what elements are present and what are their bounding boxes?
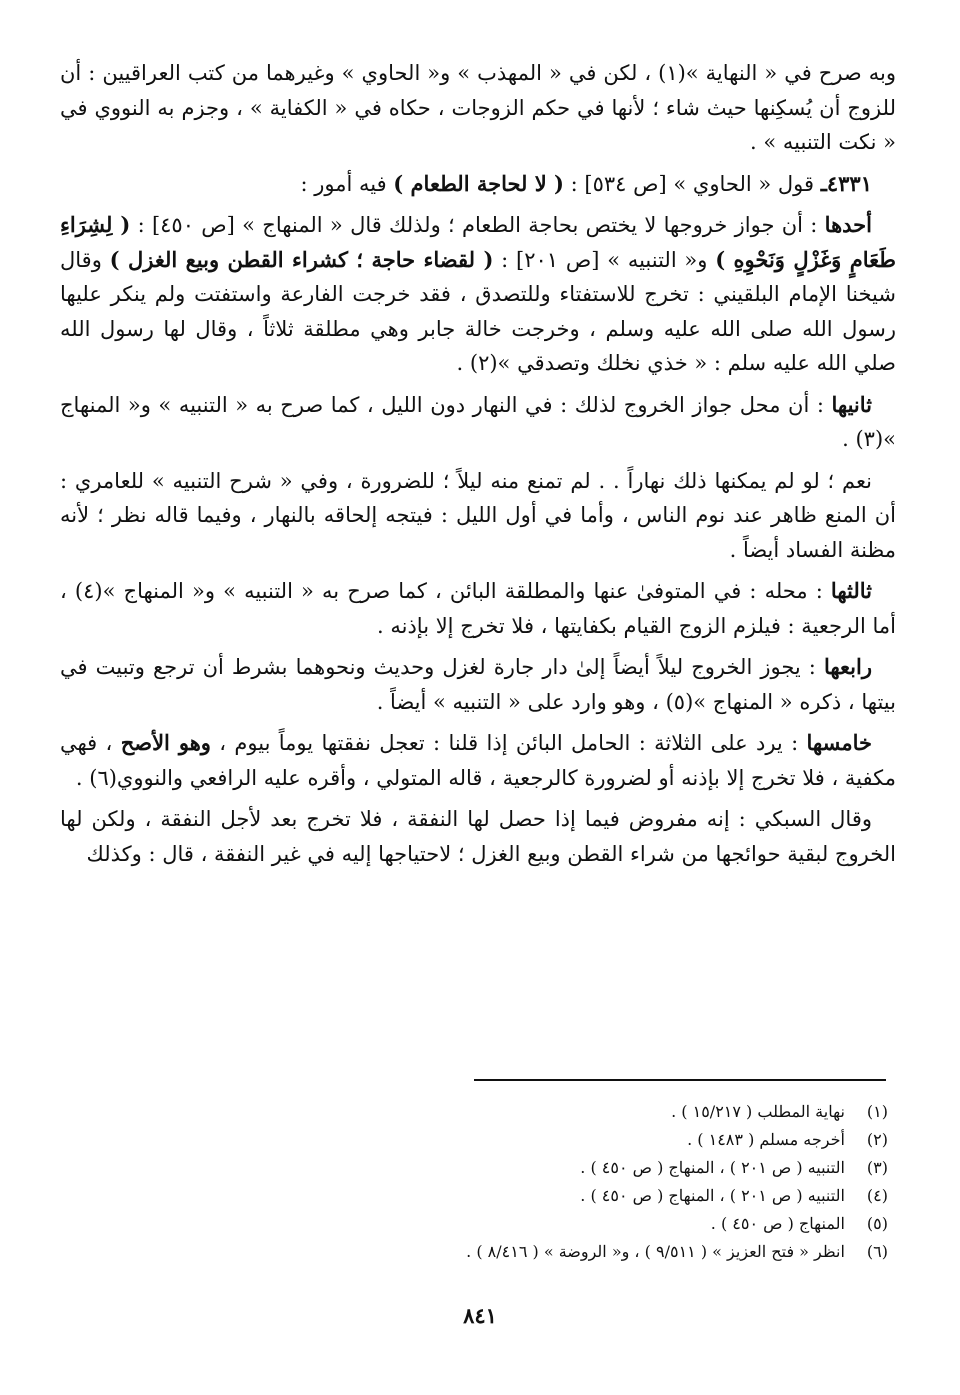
- issue-number: ٤٣٣١ـ: [820, 170, 872, 196]
- footnote-number: (٤): [866, 1186, 888, 1205]
- paragraph-first-text-a: : أن جواز خروجها لا يختص بحاجة الطعام ؛ ولذلك قال « المنهاج » [ص ٤٥٠] :: [130, 213, 818, 237]
- paragraph-1-text: وبه صرح في « النهاية »(١) ، لكن في « المهذب » و« الحاوي » وغيرهما من كتب العراقيين : أن للزوج أن يُسكِنها حيث شاء ؛ لأنها في حكم الزوجات ، حكاه في « الكفاية » ، وجزم به النووي في « نكت التنبيه » .: [60, 61, 896, 154]
- footnote: [328, 1098, 888, 1126]
- footnote: [328, 1238, 888, 1266]
- footnote-text: التنبيه ( ص ٢٠١ ) ، المنهاج ( ص ٤٥٠ ) .: [580, 1186, 845, 1205]
- footnote: [328, 1210, 888, 1238]
- footnote-number: (٦): [866, 1242, 888, 1261]
- quote-minhaj: ( لِشِرَاءِ طَعَامٍ وَغَزْلٍ وَنَحْوِهِ ): [60, 212, 896, 272]
- footnote: [328, 1126, 888, 1154]
- paragraph-fifth: [60, 726, 896, 795]
- emphasis-asahh: وهو الأصح: [120, 730, 211, 755]
- label-fourth: رابعها: [823, 654, 872, 679]
- paragraph-subki: [60, 802, 896, 871]
- main-text: [60, 56, 896, 878]
- footnote-text: أخرجه مسلم ( ١٤٨٣ ) .: [687, 1130, 845, 1149]
- paragraph-second: [60, 388, 896, 457]
- paragraph-fifth-text-c: ، فهي مكفية ، فلا تخرج إلا بإذنه أو لضرورة كالرجعية ، قاله المتولي ، وأقره عليه الرافعي والنووي(٦) .: [60, 731, 896, 790]
- footnote-text: انظر « فتح العزيز » ( ٩/٥١١ ) ، و« الروضة » ( ٨/٤١٦ ) .: [466, 1242, 845, 1261]
- paragraph-note: [60, 464, 896, 568]
- footnote-number: (٣): [866, 1158, 888, 1177]
- paragraph-fourth-text: : يجوز الخروج ليلاً أيضاً إلىٰ دار جارة لغزل وحديث ونحوهما بشرط أن ترجع وتبيت في بيتها ، ذكره « المنهاج »(٥) ، وهو وارد على « التنبيه » أيضاً .: [60, 655, 896, 714]
- issue-intro-end: فيه أمور :: [300, 171, 387, 196]
- paragraph-subki-text: وقال السبكي : إنه مفروض فيما إذا حصل لها النفقة ، فلا تخرج بعد لأجل النفقة ، ولكن لها الخروج لبقية حوائجها من شراء القطن وبيع الغزل ؛ لاحتياجها إليه في غير النفقة ، قال : وكذلك: [60, 807, 896, 866]
- paragraph-fifth-text-a: : يرد على الثلاثة : الحامل البائن إذا قلنا : تعجل نفقتها يوماً بيوم ،: [210, 731, 799, 755]
- quote-tanbih: ( لقضاء حاجة ؛ كشراء القطن وبيع الغزل ): [109, 246, 494, 272]
- paragraph-1: [60, 56, 896, 160]
- footnote-text: المنهاج ( ص ٤٥٠ ) .: [710, 1214, 845, 1233]
- paragraph-first-text-c: و« التنبيه » [ص ٢٠١] :: [493, 247, 708, 272]
- footnote-number: (٥): [866, 1214, 888, 1233]
- issue-intro: قول « الحاوي » [ص ٥٣٤] :: [563, 171, 815, 196]
- issue-quote: ( لا لحاجة الطعام ): [393, 170, 564, 196]
- footnote-text: نهاية المطلب ( ١٥/٢١٧ ) .: [671, 1102, 845, 1121]
- label-fifth: خامسها: [806, 730, 872, 755]
- paragraph-first: [60, 208, 896, 381]
- footnote-text: التنبيه ( ص ٢٠١ ) ، المنهاج ( ص ٤٥٠ ) .: [580, 1158, 845, 1177]
- label-third: ثالثها: [830, 578, 872, 603]
- footnote-number: (٢): [866, 1130, 888, 1149]
- paragraph-second-text: : أن محل جواز الخروج لذلك : في النهار دون الليل ، كما صرح به « التنبيه » و« المنهاج »(٣) .: [60, 392, 896, 451]
- paragraph-note-text: نعم ؛ لو لم يمكنها ذلك نهاراً . . لم تمنع منه ليلاً ؛ للضرورة ، وفي « شرح التنبيه » للعامري : أن المنع ظاهر عند نوم الناس ، وأما في أول الليل : فيتجه إلحاقه بالنهار ، وفيما قاله نظر ؛ لأنه مظنة الفساد أيضاً .: [60, 468, 896, 562]
- footnote: [328, 1154, 888, 1182]
- paragraph-issue-4331: [60, 167, 896, 202]
- paragraph-first-text-e: وقال شيخنا الإمام البلقيني : تخرج للاستفتاء وللتصدق ، فقد خرجت الفارعة واستفتت ولم ينكر عليها رسول الله صلى الله عليه وسلم ، وخرجت خالة جابر وهي مطلقة ثلاثاً ، وقال لها رسول الله صلي الله عليه سلم : « خذي نخلك وتصدقي »(٢) .: [60, 247, 896, 375]
- label-second: ثانيها: [831, 391, 872, 417]
- footnote-divider: [474, 1079, 886, 1081]
- footnote-number: (١): [866, 1102, 888, 1121]
- footnote: [328, 1182, 888, 1210]
- paragraph-fourth: [60, 650, 896, 719]
- footnotes: [328, 1098, 888, 1266]
- paragraph-third-text: : محله : في المتوفىٰ عنها والمطلقة البائن ، كما صرح به « التنبيه » و« المنهاج »(٤) ، أما الرجعية : فيلزم الزوج القيام بكفايتها ، فلا تخرج إلا بإذنه .: [60, 579, 896, 638]
- paragraph-third: [60, 574, 896, 643]
- label-first: أحدها: [824, 212, 872, 237]
- page-number: ٨٤١: [463, 1303, 497, 1328]
